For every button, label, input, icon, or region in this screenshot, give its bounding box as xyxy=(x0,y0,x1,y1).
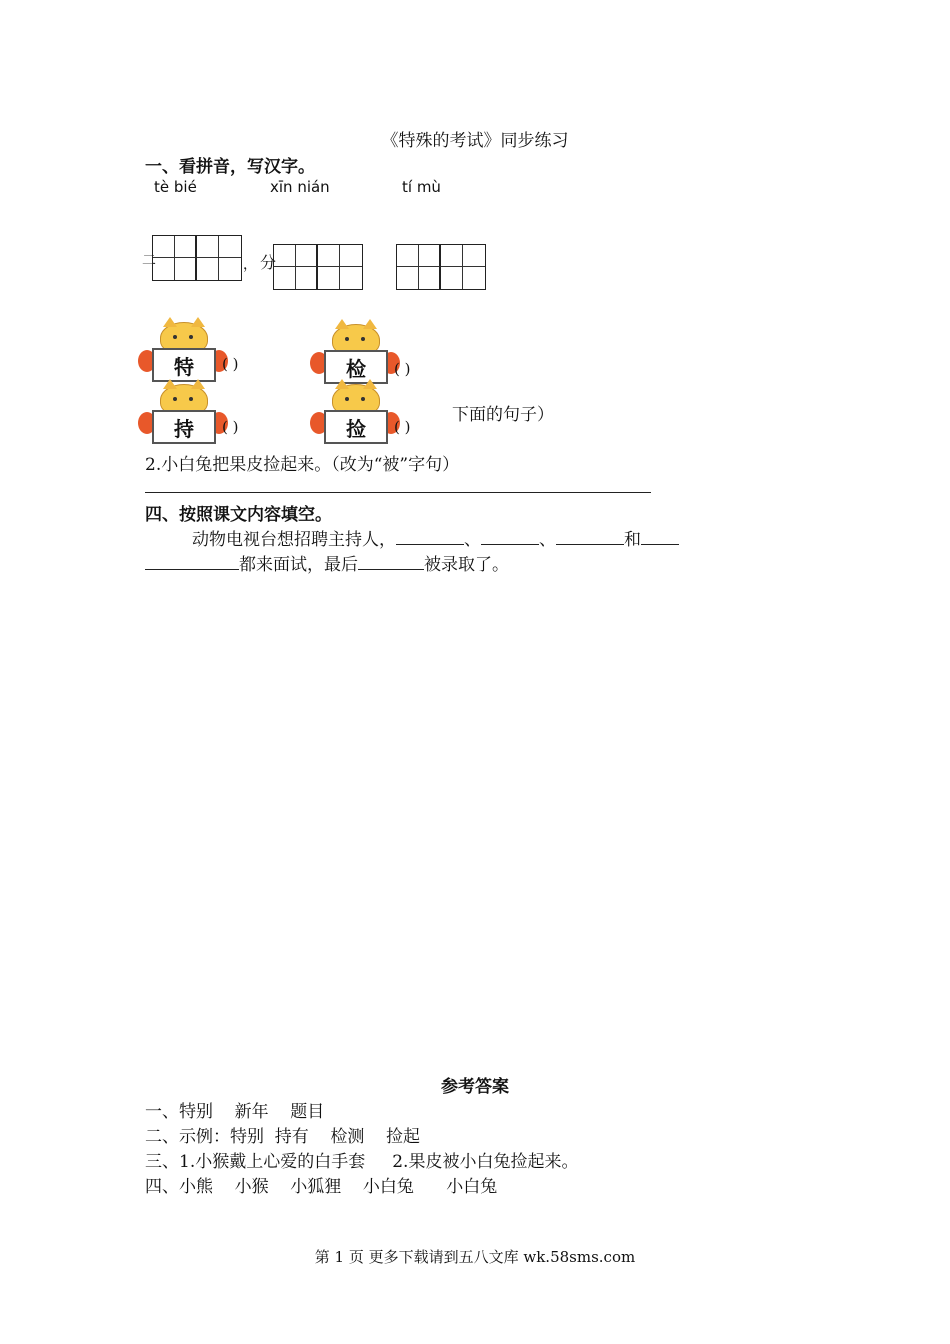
cat-sign-chi xyxy=(136,384,230,444)
answer-line-2: 二、示例：特别 持有 检测 捡起 xyxy=(145,1127,421,1147)
pinyin-3: tí mù xyxy=(402,178,441,196)
cat-sign-jian xyxy=(308,324,402,384)
page-footer: 第 1 页 更多下载请到五八文库 wk.58sms.com xyxy=(314,1248,636,1266)
stray-char-1: 二 xyxy=(142,253,156,269)
fill-line-1 xyxy=(192,525,679,550)
fill-text: 动物电视台想招聘主持人， xyxy=(192,530,396,550)
writing-grid-3[interactable] xyxy=(396,244,486,290)
answer-line[interactable] xyxy=(145,492,651,493)
writing-grid-2[interactable] xyxy=(273,244,363,290)
answers-heading: 参考答案 xyxy=(441,1077,509,1097)
blank-1[interactable] xyxy=(396,528,464,545)
sign-char: 捡 xyxy=(324,410,388,444)
answer-line-4: 四、小熊 小猴 小狐狸 小白兔 小白兔 xyxy=(145,1177,498,1197)
answer-line-3: 三、1.小猴戴上心爱的白手套 2.果皮被小白兔捡起来。 xyxy=(145,1152,579,1172)
answer-paren-3[interactable]: ( ) xyxy=(222,418,239,436)
answer-paren-4[interactable]: ( ) xyxy=(394,418,411,436)
blank-4[interactable] xyxy=(641,528,679,545)
blank-4-cont[interactable] xyxy=(145,553,239,570)
blank-5[interactable] xyxy=(358,553,424,570)
fill-line-2 xyxy=(145,550,509,575)
pinyin-2: xīn nián xyxy=(270,178,330,196)
and-text: 和 xyxy=(624,530,641,550)
answer-paren-2[interactable]: ( ) xyxy=(394,360,411,378)
stray-char-3: 分 xyxy=(260,253,277,272)
writing-grid-1[interactable] xyxy=(152,235,242,281)
sign-char: 特 xyxy=(152,348,216,382)
section3-partial-text: 下面的句子） xyxy=(452,405,554,425)
blank-3[interactable] xyxy=(556,528,624,545)
pinyin-1: tè bié xyxy=(154,178,197,196)
answer-line-1: 一、特别 新年 题目 xyxy=(145,1102,325,1122)
cat-sign-jian2 xyxy=(308,384,402,444)
section1-heading: 一、看拼音，写汉字。 xyxy=(145,157,315,177)
blank-2[interactable] xyxy=(481,528,539,545)
page-title: 《特殊的考试》同步练习 xyxy=(381,131,569,151)
answer-paren-1[interactable]: ( ) xyxy=(222,355,239,373)
separator: 、 xyxy=(464,530,481,550)
fill-text: 都来面试，最后 xyxy=(239,555,358,575)
question-2: 2.小白兔把果皮捡起来。（改为“被”字句） xyxy=(145,455,460,475)
stray-char-2: ， xyxy=(243,257,257,273)
separator: 、 xyxy=(539,530,556,550)
sign-char: 持 xyxy=(152,410,216,444)
section4-heading: 四、按照课文内容填空。 xyxy=(145,505,332,525)
cat-sign-te xyxy=(136,322,230,382)
fill-text: 被录取了。 xyxy=(424,555,509,575)
sign-char: 检 xyxy=(324,350,388,384)
